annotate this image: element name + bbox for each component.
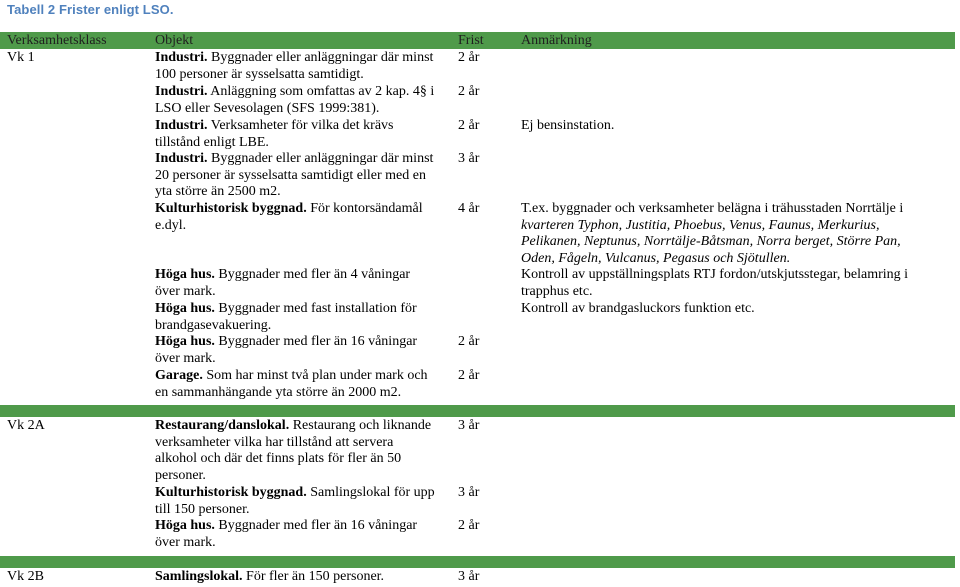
table-row-frist: 4 år <box>458 201 480 216</box>
table-row-object: Höga hus. Byggnader med fler än 16 våningar över mark. <box>155 334 418 366</box>
table-row-object: Industri. Anläggning som omfattas av 2 kap. 4§ i LSO eller Sevesolagen (SFS 1999:381). <box>155 84 435 116</box>
table-row-frist: 2 år <box>458 334 480 349</box>
table-row-frist: 2 år <box>458 84 480 99</box>
table-row-object: Garage. Som har minst två plan under mark och en sammanhängande yta större än 2000 m2. <box>155 368 428 400</box>
table-row-object: Industri. Byggnader eller anläggningar där minst 100 personer är sysselsatta samtidigt. <box>155 50 434 82</box>
table-row-frist: 3 år <box>458 151 480 166</box>
table-row-frist: 2 år <box>458 368 480 383</box>
table-row-note: Ej bensinstation. <box>521 118 615 133</box>
table-row-object: Industri. Byggnader eller anläggningar där minst 20 personer är sysselsatta samtidigt eller med en yta större än 2500 m2. <box>155 151 434 199</box>
section-separator <box>0 405 955 417</box>
table-row-frist: 3 år <box>458 418 480 433</box>
table-row-frist: 3 år <box>458 569 480 584</box>
table-row-object: Kulturhistorisk byggnad. För kontorsändamål e.dyl. <box>155 201 423 233</box>
table-row-note: Kontroll av uppställningsplats RTJ fordon/utskjutsstegar, belamring i trapphus etc. <box>521 267 909 299</box>
table-row-object: Samlingslokal. För fler än 150 personer. <box>155 569 385 584</box>
table-caption: Tabell 2 Frister enligt LSO. <box>7 2 174 17</box>
header-anmarkning: Anmärkning <box>521 33 592 48</box>
header-verksamhetsklass: Verksamhetsklass <box>7 33 107 48</box>
table-row-object: Kulturhistorisk byggnad. Samlingslokal för upp till 150 personer. <box>155 485 435 517</box>
table-row-object: Höga hus. Byggnader med fast installation för brandgasevakuering. <box>155 301 417 333</box>
table-row-note: T.ex. byggnader och verksamheter belägna i trähusstaden Norrtälje i kvarteren Typhon, Justitia, Phoebus, Venus, Faunus, Merkurius, Pelikanen, Neptunus, Norrtälje-Båtsman, Norra berget, Större Pan, Oden, Fågeln, Vulcanus, Pegasus och Sjötullen. <box>521 201 904 266</box>
table-row-object: Restaurang/danslokal. Restaurang och liknande verksamheter vilka har tillstånd att servera alkohol och där det finns plats för fler än 50 personer. <box>155 418 432 483</box>
vk2b-label: Vk 2B <box>7 569 44 584</box>
table-row-note: Kontroll av brandgasluckors funktion etc. <box>521 301 755 316</box>
vk2a-label: Vk 2A <box>7 418 45 433</box>
table-row-object: Höga hus. Byggnader med fler än 16 våningar över mark. <box>155 518 418 550</box>
table-row-frist: 3 år <box>458 485 480 500</box>
table-header-row <box>0 32 955 49</box>
table-row-frist: 2 år <box>458 518 480 533</box>
table-row-frist: 2 år <box>458 50 480 65</box>
table-row-object: Industri. Verksamheter för vilka det krävs tillstånd enligt LBE. <box>155 118 394 150</box>
header-objekt: Objekt <box>155 33 194 48</box>
header-frist: Frist <box>458 33 484 48</box>
table-row-object: Höga hus. Byggnader med fler än 4 våningar över mark. <box>155 267 411 299</box>
table-row-frist: 2 år <box>458 118 480 133</box>
section-separator <box>0 556 955 568</box>
vk1-label: Vk 1 <box>7 50 35 65</box>
